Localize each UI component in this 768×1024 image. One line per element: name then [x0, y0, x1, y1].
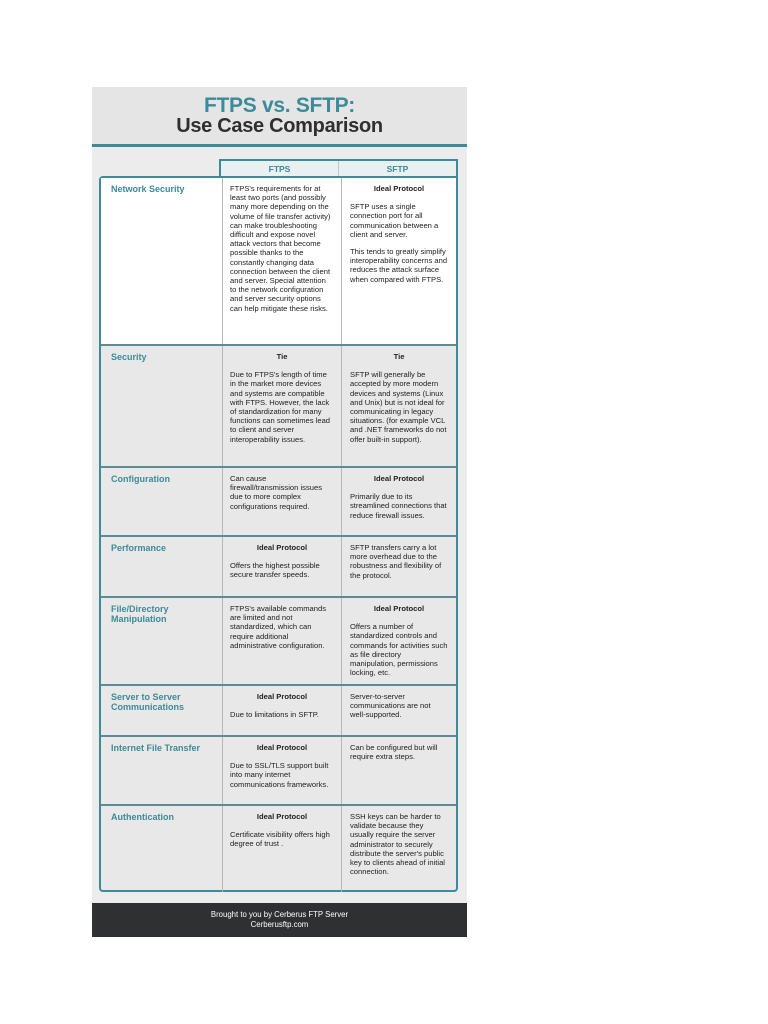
ftps-cell [222, 686, 341, 737]
sftp-cell-text: Primarily due to its streamlined connections that reduce firewall issues. [350, 492, 447, 520]
ftps-cell-verdict: Ideal Protocol [256, 543, 308, 552]
table-row [101, 596, 456, 686]
sftp-cell-verdict: Tie [393, 352, 405, 361]
ftps-cell [222, 598, 341, 686]
sftp-cell-text: SFTP will generally be accepted by more modern devices and systems (Linux and Unix) but is not ideal for communicating in legacy situations. (for example VCL and .NET frameworks do not offer built-in support). [350, 370, 447, 444]
table-row [101, 804, 456, 892]
ftps-cell-text: FTPS's requirements for at least two ports (and possibly many more depending on the volume of file transfer activity) can make troubleshooting difficult and expose novel attack vectors that become possible thanks to the constantly changing data connection between the client and server. Special attention to the network configuration and server security options can help mitigate these risks. [230, 184, 331, 313]
sftp-cell-text: SFTP transfers carry a lot more overhead due to the robustness and flexibility of the protocol. [350, 543, 442, 580]
ftps-cell-text: FTPS's available commands are limited and not standardized, which can require additional administrative configuration. [230, 604, 326, 650]
row-label: Performance [111, 543, 167, 553]
footer-link[interactable]: Cerberusftp.com [250, 919, 309, 929]
sftp-cell-text: SFTP uses a single connection port for all communication between a client and server. [350, 202, 439, 239]
sftp-cell [341, 737, 456, 806]
sftp-cell [341, 468, 456, 537]
table-row [101, 466, 456, 537]
ftps-cell-text: Due to limitations in SFTP. [230, 710, 319, 720]
sftp-cell [341, 686, 456, 737]
ftps-cell-text: Can cause firewall/transmission issues due to more complex configurations required. [230, 474, 322, 511]
page-subtitle: Use Case Comparison [176, 115, 383, 137]
ftps-cell-verdict: Tie [276, 352, 288, 361]
ftps-cell-text: Due to FTPS's length of time in the market more devices and systems are compatible with FTPS. However, the lack of standardization for many functions can sometimes lead to client and server interoperability issues. [230, 370, 331, 444]
sftp-cell-verdict: Ideal Protocol [373, 474, 425, 483]
footer [92, 903, 467, 937]
page-title: FTPS vs. SFTP: [204, 94, 355, 117]
row-label: Internet File Transfer [111, 743, 201, 753]
footer-credit: Brought to you by Cerberus FTP Server [210, 910, 349, 919]
ftps-cell-text: Certificate visibility offers high degree of trust . [230, 830, 330, 849]
ftps-cell-text: Offers the highest possible secure transfer speeds. [230, 561, 320, 580]
table-row [101, 684, 456, 737]
sftp-cell-text: Can be configured but will require extra steps. [350, 743, 438, 762]
ftps-cell [222, 178, 341, 344]
sftp-cell [341, 598, 456, 686]
sftp-cell [341, 346, 456, 468]
sftp-cell-text: Offers a number of standardized controls and commands for activities such as file directory manipulation, permissions locking, etc. [350, 622, 448, 678]
sftp-cell-verdict: Ideal Protocol [373, 184, 425, 193]
row-label: Security [111, 352, 147, 362]
table-row [101, 535, 456, 598]
row-label: Network Security [101, 178, 222, 344]
ftps-cell [222, 537, 341, 598]
row-label: File/Directory Manipulation [111, 604, 169, 624]
table-row [101, 178, 456, 344]
sftp-cell-text: Server-to-server communications are not well-supported. [350, 692, 431, 720]
sftp-cell-verdict: Ideal Protocol [373, 604, 425, 613]
ftps-cell-verdict: Ideal Protocol [256, 743, 308, 752]
sftp-cell [341, 806, 456, 892]
sftp-cell [341, 178, 456, 344]
ftps-cell [222, 737, 341, 806]
ftps-cell [222, 346, 341, 468]
row-label: Server to Server Communications [111, 692, 185, 712]
infographic-card [92, 87, 467, 937]
ftps-cell-verdict: Ideal Protocol [256, 812, 308, 821]
infographic-header [92, 87, 467, 147]
row-label: Authentication [111, 812, 174, 822]
table-row [101, 735, 456, 806]
ftps-cell [222, 806, 341, 892]
column-headers [219, 159, 458, 176]
column-header-ftps: FTPS [268, 164, 291, 174]
ftps-cell-verdict: Ideal Protocol [256, 692, 308, 701]
sftp-cell [341, 537, 456, 598]
sftp-cell-text-extra: This tends to greatly simplify interoperability concerns and reduces the attack surface when compared with FTPS. [350, 247, 448, 284]
sftp-cell-text: SSH keys can be harder to validate because they usually require the server administrator to securely distribute the server's public key to clients ahead of initial connection. [350, 812, 445, 877]
comparison-table [99, 176, 458, 892]
ftps-cell [222, 468, 341, 537]
column-header-sftp: SFTP [338, 161, 456, 176]
row-label: Configuration [111, 474, 170, 484]
ftps-cell-text: Due to SSL/TLS support built into many internet communications frameworks. [230, 761, 329, 789]
table-row [101, 344, 456, 468]
